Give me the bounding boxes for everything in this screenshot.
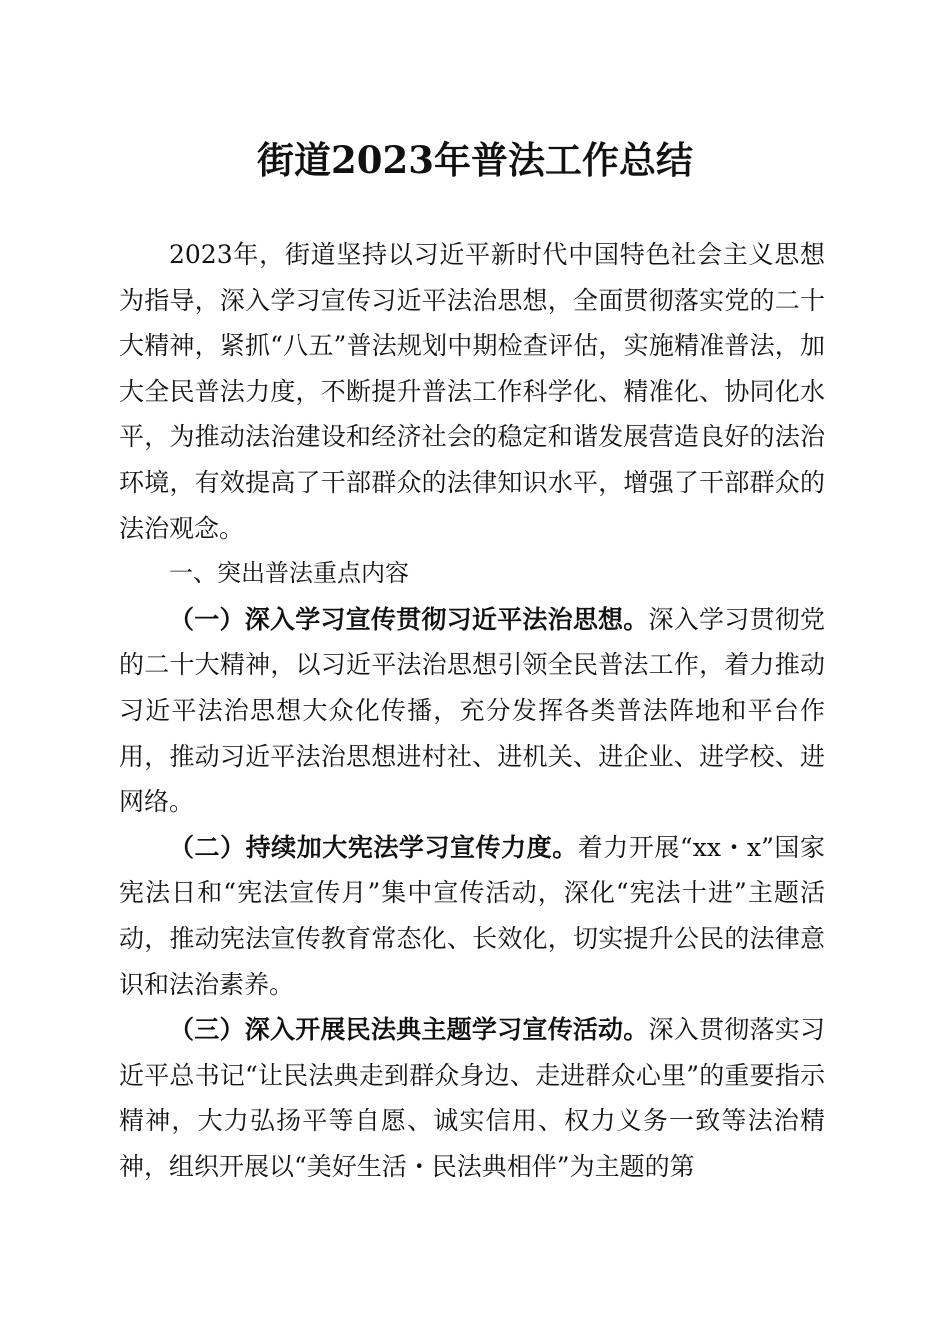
intro-paragraph: 2023年，街道坚持以习近平新时代中国特色社会主义思想为指导，深入学习宣传习近平法治思想，全面贯彻落实党的二十大精神，紧抓“八五”普法规划中期检查评估，实施精准普法，加大全民普法力度，不断提升普法工作科学化、精准化、协同化水平，为推动法治建设和经济社会的稳定和谐发展营造良好的法治环境，有效提高了干部群众的法律知识水平，增强了干部群众的法治观念。 [119, 240, 825, 543]
item-text-3: 深入贯彻落实习近平总书记“让民法典走到群众身边、走进群众心里”的重要指示精神，大力弘扬平等自愿、诚实信用、权力义务一致等法治精神，组织开展以“美好生活・民法典相伴”为主题的第 [119, 1015, 825, 1181]
item-paragraph-2 [119, 825, 825, 1007]
section-heading: 一、突出普法重点内容 [169, 559, 409, 588]
document-body [119, 232, 825, 1189]
item-lead-2: （二）持续加大宪法学习宣传力度。 [169, 832, 578, 862]
item-paragraph-3 [119, 1007, 825, 1189]
item-lead-3: （三）深入开展民法典主题学习宣传活动。 [169, 1015, 649, 1045]
item-text-2: 着力开展“xx・x”国家宪法日和“宪法宣传月”集中宣传活动，深化“宪法十进”主题活动，推动宪法宣传教育常态化、长效化，切实提升公民的法律意识和法治素养。 [119, 832, 825, 999]
item-text-1: 深入学习贯彻党的二十大精神，以习近平法治思想引领全民普法工作，着力推动习近平法治思想大众化传播，充分发挥各类普法阵地和平台作用，推动习近平法治思想进村社、进机关、进企业、进学校、进网络。 [119, 604, 825, 817]
item-paragraph-1 [119, 597, 825, 825]
item-lead-1: （一）深入学习宣传贯彻习近平法治思想。 [169, 604, 649, 634]
document-title: 街道2023年普法工作总结 [257, 138, 693, 182]
